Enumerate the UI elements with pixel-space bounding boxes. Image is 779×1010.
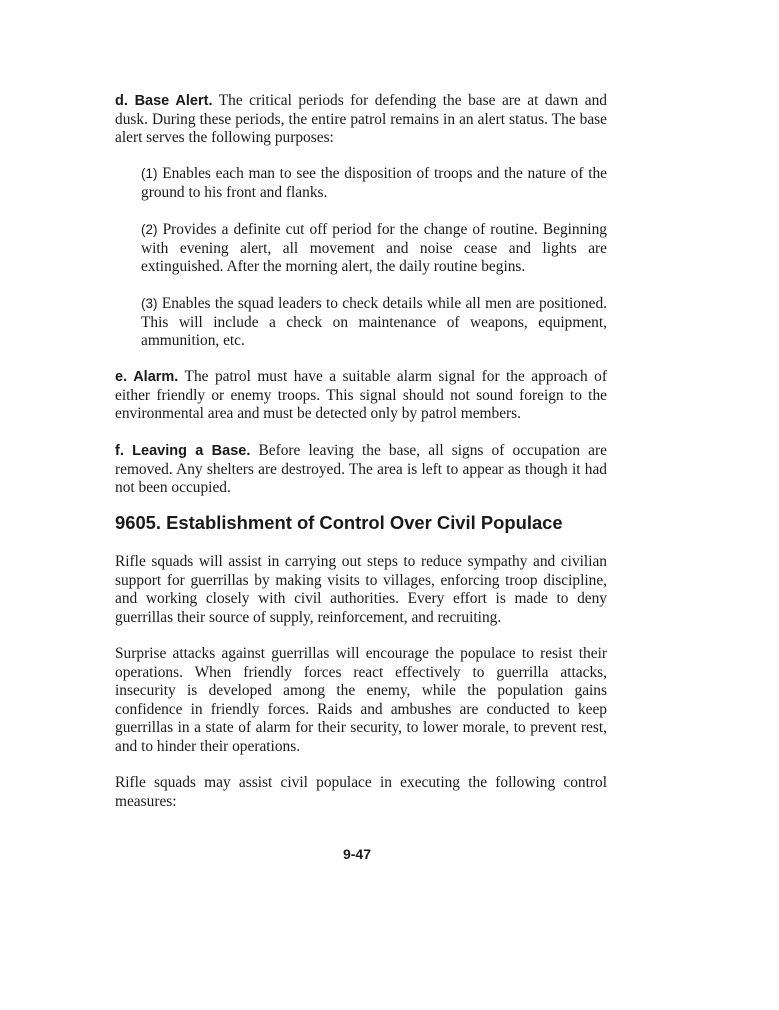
item-f-text: Before leaving the base, all signs of occupation are removed. Any shelters are destroyed. The area is left to appear as though it had not been occupied.: [115, 442, 607, 497]
page-number: 9-47: [342, 846, 372, 862]
section-paragraph-1: Rifle squads will assist in carrying out steps to reduce sympathy and civilian support for guerrillas by making visits to villages, enforcing troop discipline, and working closely with civil authorities. Every effort is made to deny guerrillas their source of supply, reinforcement, and recruiting.: [115, 553, 607, 626]
item-f-paragraph: [115, 442, 607, 498]
section-title: 9605. Establishment of Control Over Civil Populace: [115, 512, 563, 533]
purpose-3-number: (3): [141, 296, 158, 311]
purpose-1-number: (1): [141, 166, 158, 181]
purpose-2-number: (2): [141, 222, 158, 237]
item-d-heading: d. Base Alert.: [115, 93, 213, 109]
purpose-1-paragraph: [141, 165, 607, 202]
item-d-text: The critical periods for defending the base are at dawn and dusk. During these periods, the entire patrol remains in an alert status. The base alert serves the following purposes:: [115, 92, 607, 147]
purpose-1-text: Enables each man to see the disposition of troops and the nature of the ground to his front and flanks.: [141, 165, 607, 201]
purpose-2-paragraph: [141, 221, 607, 277]
section-paragraph-3: Rifle squads may assist civil populace in executing the following control measures:: [115, 774, 607, 810]
item-f-heading: f. Leaving a Base.: [115, 443, 251, 459]
purpose-3-text: Enables the squad leaders to check details while all men are positioned. This will include a check on maintenance of weapons, equipment, ammunition, etc.: [141, 295, 607, 350]
item-e-text: The patrol must have a suitable alarm signal for the approach of either friendly or enemy troops. This signal should not sound foreign to the environmental area and must be detected only by patrol members.: [115, 368, 607, 423]
item-e-paragraph: [115, 368, 607, 424]
item-d-paragraph: [115, 92, 607, 148]
purpose-2-text: Provides a definite cut off period for the change of routine. Beginning with evening alert, all movement and noise cease and lights are extinguished. After the morning alert, the daily routine begins.: [141, 221, 607, 276]
section-paragraph-2: Surprise attacks against guerrillas will encourage the populace to resist their operations. When friendly forces react effectively to guerrilla attacks, insecurity is developed among the enemy, while the population gains confidence in friendly forces. Raids and ambushes are conducted to keep guerrillas in a state of alarm for their security, to lower morale, to prevent rest, and to hinder their operations.: [115, 645, 607, 755]
item-e-heading: e. Alarm.: [115, 369, 179, 385]
purpose-3-paragraph: [141, 295, 607, 351]
